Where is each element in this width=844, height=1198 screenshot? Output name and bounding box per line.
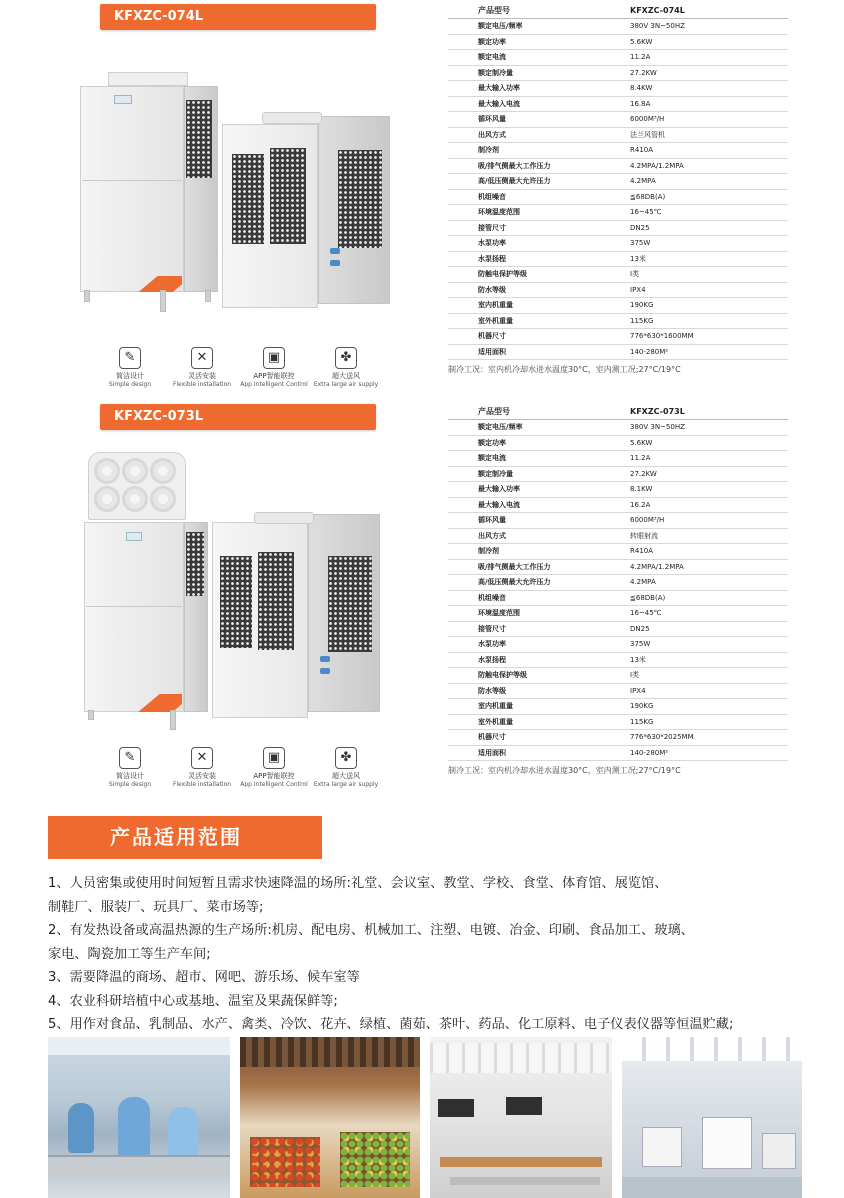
feature-simple-design: ✎ 简洁设计 Simple design [94,347,166,389]
spec-row: 室外机重量 115KG [448,314,788,330]
spec-row: 额定电压/频率 380V 3N~50HZ [448,420,788,436]
canteen-photo [430,1037,612,1198]
spec-row: 吸/排气侧最大工作压力 4.2MPA/1.2MPA [448,560,788,576]
outlet-vent [150,486,176,512]
application-list [48,872,818,1037]
spec-row: 额定制冷量 27.2KW [448,467,788,483]
outlet-vent [122,486,148,512]
electronics-workshop-photo [622,1037,802,1198]
outlet-vent [122,458,148,484]
fan-cover [254,512,314,524]
air-supply-icon: ✤ [335,747,357,769]
feature-air-supply: ✤ 超大送风 Extra large air supply [310,747,382,789]
leg [160,290,166,312]
corner-ribbon [86,694,182,712]
spec-row: 机器尺寸 776*630*2025MM [448,730,788,746]
spec-row: 接管尺寸 DN25 [448,622,788,638]
spec-row: 水泵功率 375W [448,236,788,252]
fan-cover [262,112,322,124]
spec-row: 接管尺寸 DN25 [448,221,788,237]
top-flange [108,72,188,86]
spec-row: 循环风量 6000M³/H [448,513,788,529]
model-banner-073l: KFXZC-073L [100,404,376,430]
spec-row: 出风方式 法兰风管机 [448,128,788,144]
spec-row: 额定电流 11.2A [448,50,788,66]
spec-row: 最大输入电流 16.2A [448,498,788,514]
panel-divider [86,606,182,607]
application-title: 产品适用范围 [48,816,322,859]
spec-row: 额定功率 5.6KW [448,436,788,452]
application-line: 4、农业科研培植中心或基地、温室及果蔬保鲜等; [48,993,338,1009]
spec-row: 高/低压侧最大允许压力 4.2MPA [448,174,788,190]
spec-row: 室外机重量 115KG [448,715,788,731]
front-grille [220,556,252,648]
spec-row: 额定电流 11.2A [448,451,788,467]
control-display [126,532,142,541]
spec-header: 产品型号 KFXZC-073L [448,404,788,420]
feature-icons-074l [94,347,382,389]
installation-icon: ✕ [191,347,213,369]
spec-header: 产品型号 KFXZC-074L [448,3,788,19]
leg [170,710,176,730]
spec-row: 水泵功率 375W [448,637,788,653]
supermarket-photo [240,1037,420,1198]
indoor-unit-front [84,522,184,712]
front-grille [258,552,294,650]
spec-row: 机器尺寸 776*630*1600MM [448,329,788,345]
side-grille [186,100,212,178]
spec-row: 机组噪音 ≦68DB(A) [448,591,788,607]
leg [88,710,94,720]
spec-row: 室内机重量 190KG [448,298,788,314]
control-display [114,95,132,104]
spec-row: 防水等级 IPX4 [448,684,788,700]
application-line: 1、人员密集或使用时间短暂且需求快速降温的场所:礼堂、会议室、教堂、学校、食堂、体育馆、展览馆、 [48,876,668,891]
application-line: 5、用作对食品、乳制品、水产、禽类、冷饮、花卉、绿植、菌茹、茶叶、药品、化工原料、电子仪表仪器等恒温贮藏; [48,1017,734,1032]
application-line: 3、需要降温的商场、超市、网吧、游乐场、候车室等 [48,970,360,985]
application-line: 家电、陶瓷加工等生产车间; [48,946,211,962]
installation-icon: ✕ [191,747,213,769]
spec-row: 制冷剂 R410A [448,143,788,159]
water-connector [320,668,330,674]
application-line: 制鞋厂、服装厂、玩具厂、菜市场等; [48,899,264,915]
spec-row: 最大输入功率 8.4KW [448,81,788,97]
model-banner-074l: KFXZC-074L [100,4,376,30]
outlet-vent [94,486,120,512]
spec-row: 高/低压侧最大允许压力 4.2MPA [448,575,788,591]
spec-note: 制冷工况：室内机冷却水进水温度30°C，室内测工况;27°C/19°C [448,766,681,775]
water-connector [330,248,340,254]
outlet-vent [150,458,176,484]
feature-icons-073l [94,747,382,789]
spec-row: 室内机重量 190KG [448,699,788,715]
spec-row: 水泵扬程 13米 [448,653,788,669]
leg [84,290,90,302]
spec-row: 最大输入功率 8.1KW [448,482,788,498]
spec-row: 水泵扬程 13米 [448,252,788,268]
app-control-icon: ▣ [263,747,285,769]
spec-row: 吸/排气侧最大工作压力 4.2MPA/1.2MPA [448,159,788,175]
spec-row: 循环风量 6000M³/H [448,112,788,128]
feature-app-control: ▣ APP智能联控 App Intelligent Control [238,347,310,389]
spec-row: 额定制冷量 27.2KW [448,66,788,82]
app-control-icon: ▣ [263,347,285,369]
outlet-vent [94,458,120,484]
spec-note: 制冷工况：室内机冷却水进水温度30°C，室内测工况;27°C/19°C [448,365,681,374]
spec-row: 额定功率 5.6KW [448,35,788,51]
corner-ribbon [82,276,182,292]
panel-divider [82,180,182,181]
water-connector [320,656,330,662]
application-line: 2、有发热设备或高温热源的生产场所:机房、配电房、机械加工、注塑、电镀、冶金、印刷、食品加工、玻璃、 [48,923,694,938]
side-grille [338,150,382,248]
simple-design-icon: ✎ [119,747,141,769]
feature-installation: ✕ 灵活安装 Flexible installation [166,347,238,389]
spec-row: 防触电保护等级 I类 [448,668,788,684]
spec-row: 最大输入电流 16.8A [448,97,788,113]
spec-row: 环境温度范围 16~45℃ [448,205,788,221]
spec-row: 制冷剂 R410A [448,544,788,560]
water-connector [330,260,340,266]
feature-installation: ✕ 灵活安装 Flexible installation [166,747,238,789]
front-grille [232,154,264,244]
leg [205,290,211,302]
cleanroom-photo [48,1037,230,1198]
spec-row: 出风方式 转眼射流 [448,529,788,545]
spec-table-073l [448,404,788,776]
indoor-unit-front [80,86,184,292]
spec-row: 环境温度范围 16~45℃ [448,606,788,622]
air-supply-icon: ✤ [335,347,357,369]
front-grille [270,148,306,244]
feature-simple-design: ✎ 简洁设计 Simple design [94,747,166,789]
simple-design-icon: ✎ [119,347,141,369]
spec-row: 适用面积 140-280M² [448,746,788,762]
spec-row: 适用面积 140-280M² [448,345,788,361]
side-grille [328,556,372,652]
feature-air-supply: ✤ 超大送风 Extra large air supply [310,347,382,389]
side-grille [186,532,204,596]
spec-row: 机组噪音 ≦68DB(A) [448,190,788,206]
feature-app-control: ▣ APP智能联控 App Intelligent Control [238,747,310,789]
spec-row: 防水等级 IPX4 [448,283,788,299]
spec-row: 防触电保护等级 I类 [448,267,788,283]
spec-table-074l [448,3,788,375]
spec-row: 额定电压/频率 380V 3N~50HZ [448,19,788,35]
